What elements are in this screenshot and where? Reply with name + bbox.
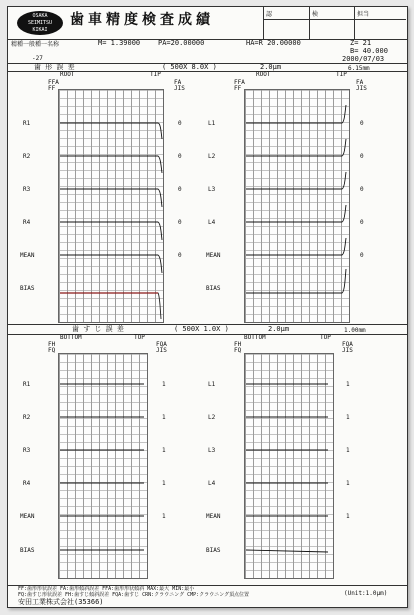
- profile-value: 0: [360, 153, 364, 160]
- lead-left-start: BOTTOM: [60, 334, 82, 341]
- lead-row-label: L2: [208, 414, 216, 421]
- lead-left-end-axis-a: FQA: [156, 341, 167, 348]
- profile-right-end-axis-a: FA: [356, 79, 364, 86]
- lead-right-start: BOTTOM: [244, 334, 266, 341]
- profile-trace-l1: [246, 105, 346, 123]
- profile-row-label: R4: [23, 219, 31, 226]
- logo-text-1: OSAKA: [32, 12, 48, 19]
- logo-text-2: SEIMITSU: [27, 19, 53, 26]
- lead-value: 1: [162, 480, 166, 487]
- lead-left-end: TOP: [134, 334, 145, 341]
- inspection-date: 2000/07/03: [342, 55, 385, 63]
- lead-scale: 2.0μm: [268, 325, 290, 333]
- profile-value: 0: [360, 219, 364, 226]
- lead-row-label: L1: [208, 381, 216, 388]
- lead-range: 1.00mm: [344, 327, 366, 334]
- lead-left-axis-b: FQ: [48, 347, 56, 354]
- profile-trace-l4: [246, 205, 346, 222]
- profile-trace-r1: [60, 123, 162, 139]
- profile-left-end-axis-a: FA: [174, 79, 182, 86]
- lead-right-end: TOP: [320, 334, 331, 341]
- lead-value: 1: [346, 480, 350, 487]
- profile-row-label: MEAN: [20, 252, 35, 259]
- profile-trace-bias: [60, 293, 161, 319]
- profile-value: 0: [178, 120, 182, 127]
- lead-right-end-axis-b: JIS: [342, 347, 353, 354]
- face-width-value: B= 40.000: [350, 47, 388, 55]
- lead-row-label: BIAS: [206, 547, 221, 554]
- profile-trace-l-bias: [246, 269, 346, 293]
- spec-type: 精種一般種一名称: [11, 41, 60, 48]
- shift-value: -27: [32, 55, 43, 62]
- lead-right-axis-b: FQ: [234, 347, 242, 354]
- teeth-count-value: Z= 21: [350, 39, 372, 47]
- lead-row-label: R2: [23, 414, 31, 421]
- lead-magnification: ( 500X 1.0X ): [174, 325, 229, 333]
- lead-row-label: MEAN: [206, 513, 221, 520]
- legend-profile: FF:歯形形状誤差 FA:歯形傾斜誤差 FFA:歯形形状傾斜 MAX:最大 MIN:最小: [18, 586, 195, 592]
- profile-left-end: TIP: [150, 71, 161, 78]
- helix-angle-value: HA=R 20.00000: [246, 39, 301, 47]
- lead-row-label: R4: [23, 480, 31, 487]
- lead-right-end-axis-a: FQA: [342, 341, 353, 348]
- lead-value: 1: [346, 381, 350, 388]
- profile-left-start: ROOT: [60, 71, 75, 78]
- lead-row-label: MEAN: [20, 513, 35, 520]
- profile-magnification: ( 500X 8.0X ): [162, 63, 217, 71]
- profile-value: 0: [178, 186, 182, 193]
- profile-scale: 2.0μm: [260, 63, 282, 71]
- profile-left-end-axis-b: JIS: [174, 85, 185, 92]
- profile-range: 6.15mm: [348, 65, 370, 72]
- profile-row-label: L1: [208, 120, 216, 127]
- profile-value: 0: [360, 252, 364, 259]
- lead-row-label: L3: [208, 447, 216, 454]
- profile-row-label: BIAS: [206, 285, 221, 292]
- profile-value: 0: [178, 252, 182, 259]
- pressure-angle-value: PA=20.00000: [158, 39, 205, 47]
- lead-left-axis-a: FH: [48, 341, 56, 348]
- lead-value: 1: [346, 513, 350, 520]
- lead-row-label: L4: [208, 480, 216, 487]
- profile-left-axis-a: FFA: [48, 79, 59, 86]
- company-name: 安田工業株式会社(35366): [18, 598, 104, 606]
- lead-right-axis-a: FH: [234, 341, 242, 348]
- legend-lead: FQ:歯すじ形状誤差 FH:歯すじ傾斜誤差 FQA:歯すじ CRN:クラウニング CMP:クラウニング頂点位置: [18, 592, 250, 598]
- profile-row-label: R3: [23, 186, 31, 193]
- sheet-title: 歯車精度検査成績: [70, 12, 214, 28]
- profile-trace-l3: [246, 172, 346, 189]
- profile-right-end: TIP: [336, 71, 347, 78]
- lead-value: 1: [346, 447, 350, 454]
- lead-value: 1: [346, 414, 350, 421]
- profile-value: 0: [178, 219, 182, 226]
- profile-row-label: R2: [23, 153, 31, 160]
- lead-value: 1: [162, 447, 166, 454]
- lead-row-label: R1: [23, 381, 31, 388]
- lead-value: 1: [162, 414, 166, 421]
- profile-right-axis-a: FFA: [234, 79, 245, 86]
- lead-value: 1: [162, 513, 166, 520]
- lead-row-label: R3: [23, 447, 31, 454]
- profile-value: 0: [360, 120, 364, 127]
- unit-label: (Unit:1.0μm): [344, 590, 388, 597]
- profile-row-label: BIAS: [20, 285, 35, 292]
- profile-row-label: R1: [23, 120, 31, 127]
- profile-trace-l2: [246, 139, 346, 156]
- stamp-approve: 認: [266, 11, 273, 18]
- profile-right-axis-b: FF: [234, 85, 242, 92]
- profile-trace-r4: [60, 222, 162, 240]
- profile-trace-r2: [60, 156, 162, 173]
- profile-value: 0: [178, 153, 182, 160]
- profile-value: 0: [360, 186, 364, 193]
- profile-right-end-axis-b: JIS: [356, 85, 367, 92]
- profile-row-label: L4: [208, 219, 216, 226]
- lead-left-end-axis-b: JIS: [156, 347, 167, 354]
- profile-right-start: ROOT: [256, 71, 271, 78]
- profile-row-label: MEAN: [206, 252, 221, 259]
- profile-trace-l-mean: [246, 238, 346, 255]
- stamp-charge: 担当: [357, 11, 370, 18]
- profile-row-label: L3: [208, 186, 216, 193]
- profile-left-axis-b: FF: [48, 85, 56, 92]
- stamp-inspect: 検: [312, 11, 319, 18]
- profile-title: 歯 形 誤 差: [34, 63, 75, 71]
- profile-trace-r3: [60, 189, 162, 207]
- measurement-traces: [8, 7, 407, 607]
- module-value: M= 1.39000: [98, 39, 141, 47]
- profile-row-label: L2: [208, 153, 216, 160]
- profile-trace-mean: [60, 255, 162, 273]
- logo-text-3: KIKAI: [32, 26, 48, 33]
- lead-title: 歯 す じ 誤 差: [72, 325, 124, 333]
- inspection-sheet: [7, 6, 408, 608]
- lead-trace-l-bias: [246, 550, 328, 552]
- lead-row-label: BIAS: [20, 547, 35, 554]
- lead-value: 1: [162, 381, 166, 388]
